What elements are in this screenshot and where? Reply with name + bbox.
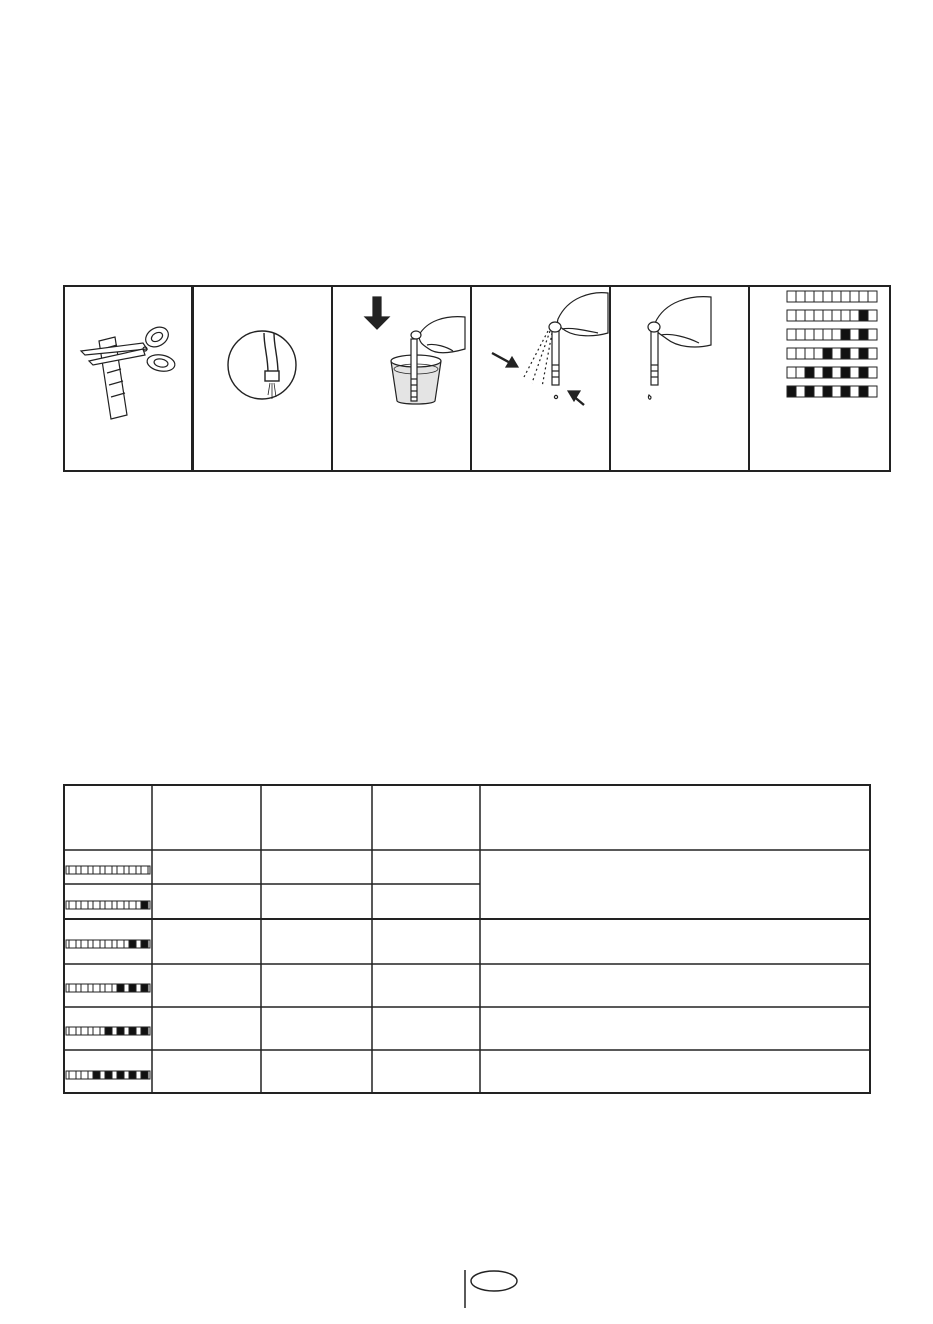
panel-tap-water [192,285,333,472]
scale-cell [814,348,823,359]
scale-cell [841,348,850,359]
instruction-pictograms [63,285,891,474]
scale-cell [805,348,814,359]
scale-cell [859,291,868,302]
scale-cell [841,386,850,397]
scale-cell [832,386,841,397]
mini-strip-square [93,866,100,874]
scale-cell [868,386,877,397]
mini-strip-square [117,984,124,992]
mini-strip-square [141,984,148,992]
scale-cell [841,329,850,340]
mini-strip-square [69,866,76,874]
scale-cell [841,367,850,378]
scale-cell [796,310,805,321]
scale-cell [787,329,796,340]
table-row [66,940,150,948]
mini-strip-square [105,984,112,992]
mini-strip-square [105,866,112,874]
mini-strip-square [129,1027,136,1035]
scale-cell [832,348,841,359]
scale-cell [868,291,877,302]
scale-cell [787,310,796,321]
scale-cell [823,367,832,378]
mini-strip-square [81,901,88,909]
mini-strip-square [117,1071,124,1079]
scale-cell [814,386,823,397]
mini-strip-square [69,1071,76,1079]
page-footer [463,1268,523,1310]
scale-cell [832,329,841,340]
scale-cell [868,329,877,340]
hardness-table-grid [63,784,871,1095]
scale-cell [787,367,796,378]
mini-strip-square [117,940,124,948]
hardness-table [63,784,871,1095]
panel-dip-strip [331,285,472,472]
mini-strip-square [117,1027,124,1035]
scale-cell [814,291,823,302]
mini-strip-square [141,1071,148,1079]
scale-cell [796,348,805,359]
scale-cell [859,386,868,397]
scale-cell [814,310,823,321]
scale-cell [823,310,832,321]
scale-cell [805,386,814,397]
panel-color-scale [748,285,891,472]
shake-strip-icon [472,287,609,470]
mini-strip-square [129,984,136,992]
scale-cell [823,348,832,359]
scale-cell [850,348,859,359]
scale-cell [823,291,832,302]
scale-cell [832,291,841,302]
mini-strip-square [93,901,100,909]
mini-strip-square [81,866,88,874]
scale-cell [805,367,814,378]
mini-strip-square [81,1071,88,1079]
mini-strip-square [105,901,112,909]
mini-strip-square [93,1027,100,1035]
scale-cell [868,367,877,378]
mini-strip-square [105,940,112,948]
mini-strip-square [141,901,148,909]
mini-strip-square [93,984,100,992]
scale-cell [859,329,868,340]
mini-strip-square [117,901,124,909]
scale-cell [814,367,823,378]
scale-cell [832,310,841,321]
scale-cell [850,291,859,302]
scale-cell [850,367,859,378]
table-row [66,984,150,992]
mini-strip-square [81,984,88,992]
dip-strip-in-water-icon [333,287,470,470]
panel-hold-strip [609,285,750,472]
scale-cell [787,348,796,359]
mini-strip-square [81,1027,88,1035]
scale-cell [859,367,868,378]
scale-cell [841,291,850,302]
scale-cell [868,310,877,321]
page-badge [471,1271,517,1291]
mini-strip-square [69,940,76,948]
mini-strip-square [69,901,76,909]
mini-strip-square [81,940,88,948]
mini-strip-square [117,866,124,874]
scale-cell [787,291,796,302]
scale-row [787,310,877,321]
panel-cut-strip [63,285,193,472]
table-row [66,866,150,874]
mini-strip-square [105,1071,112,1079]
scissors-cutting-strip-icon [65,287,191,470]
scale-cell [859,348,868,359]
scale-row [787,329,877,340]
scale-cell [796,329,805,340]
table-border [64,785,870,1093]
scale-row [787,386,877,397]
mini-strip-square [129,1071,136,1079]
scale-cell [859,310,868,321]
panel-shake-strip [470,285,611,472]
scale-row [787,291,877,302]
scale-row [787,348,877,359]
mini-strip-square [129,901,136,909]
mini-strip-square [141,940,148,948]
color-scale-icon [750,287,889,470]
mini-strip-square [69,1027,76,1035]
mini-strip-square [93,1071,100,1079]
scale-cell [805,310,814,321]
scale-cell [841,310,850,321]
mini-strip-square [141,866,148,874]
water-tap-icon [194,287,331,470]
scale-cell [805,291,814,302]
mini-strip-square [93,940,100,948]
scale-cell [814,329,823,340]
scale-row [787,367,877,378]
scale-cell [823,329,832,340]
table-row [66,1071,150,1079]
scale-cell [805,329,814,340]
mini-strip-square [129,940,136,948]
scale-cell [823,386,832,397]
table-row [66,901,150,909]
hold-strip-icon [611,287,748,470]
table-row [66,1027,150,1035]
mini-strip-square [105,1027,112,1035]
scale-cell [796,291,805,302]
scale-cell [850,386,859,397]
scale-cell [868,348,877,359]
mini-strip-square [141,1027,148,1035]
scale-cell [832,367,841,378]
mini-strip-square [69,984,76,992]
scale-cell [850,310,859,321]
scale-cell [850,329,859,340]
scale-cell [796,367,805,378]
mini-strip-square [129,866,136,874]
scale-cell [787,386,796,397]
scale-cell [796,386,805,397]
